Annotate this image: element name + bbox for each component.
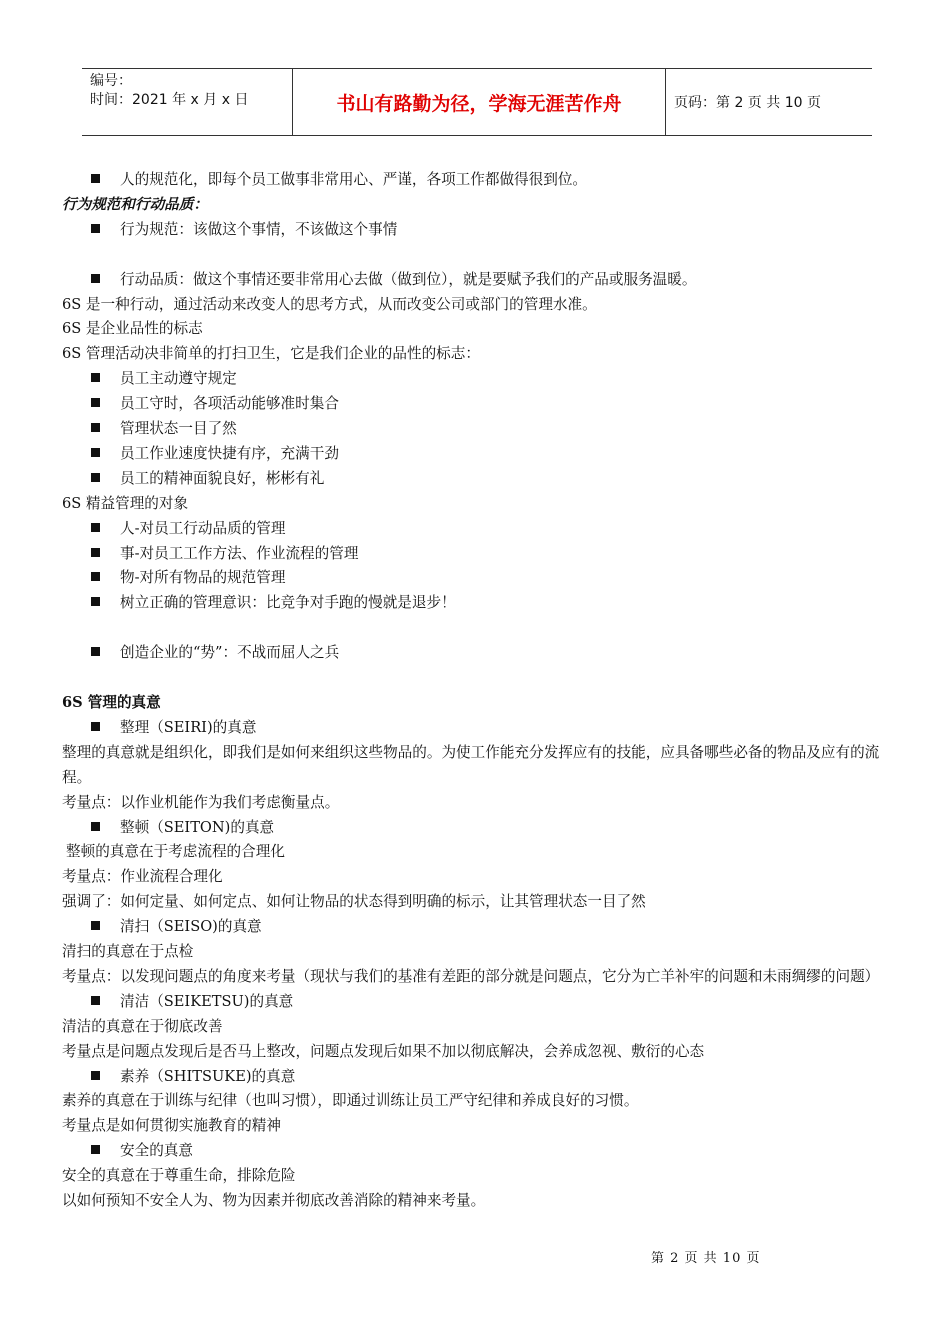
bullet-item: 整理（SEIRI)的真意 [62, 716, 892, 741]
square-bullet-icon [91, 423, 100, 432]
square-bullet-icon [91, 398, 100, 407]
paragraph: 强调了：如何定量、如何定点、如何让物品的状态得到明确的标示，让其管理状态一目了然 [62, 893, 646, 911]
bullet-item: 行为规范：该做这个事情，不该做这个事情 [62, 218, 892, 243]
bullet-item: 人-对员工行动品质的管理 [62, 517, 892, 542]
square-bullet-icon [91, 523, 100, 532]
bullet-item: 人的规范化，即每个员工做事非常用心、严谨，各项工作都做得很到位。 [62, 168, 892, 193]
paragraph: 清扫的真意在于点检 [62, 943, 194, 961]
paragraph: 6S 管理活动决非简单的打扫卫生，它是我们企业的品性的标志： [62, 345, 480, 363]
paragraph: 考量点：作业流程合理化 [62, 868, 223, 886]
bullet-item: 素养（SHITSUKE)的真意 [62, 1065, 892, 1090]
paragraph: 考量点：以发现问题点的角度来考量（现状与我们的基准有差距的部分就是问题点，它分为亡羊补牢的问题和未雨绸缪的问题） [62, 967, 880, 985]
square-bullet-icon [91, 548, 100, 557]
square-bullet-icon [91, 996, 100, 1005]
paragraph: 6S 精益管理的对象 [62, 494, 189, 512]
header-meta [82, 69, 293, 135]
section-heading: 6S 管理的真意 [62, 693, 161, 711]
square-bullet-icon [91, 921, 100, 930]
page-header [82, 68, 872, 136]
bullet-item: 管理状态一目了然 [62, 417, 892, 442]
square-bullet-icon [91, 448, 100, 457]
bullet-item: 安全的真意 [62, 1139, 892, 1164]
square-bullet-icon [91, 373, 100, 382]
bullet-item: 员工守时，各项活动能够准时集合 [62, 392, 892, 417]
bullet-item: 员工的精神面貌良好，彬彬有礼 [62, 467, 892, 492]
square-bullet-icon [91, 572, 100, 581]
paragraph: 考量点是问题点发现后是否马上整改，问题点发现后如果不加以彻底解决，会养成忽视、敷衍的心态 [62, 1042, 705, 1060]
paragraph: 安全的真意在于尊重生命，排除危险 [62, 1167, 296, 1185]
square-bullet-icon [91, 597, 100, 606]
paragraph: 考量点：以作业机能作为我们考虑衡量点。 [62, 793, 340, 811]
page-footer: 第 2 页 共 10 页 [651, 1251, 761, 1266]
section-heading: 行为规范和行动品质： [62, 195, 208, 213]
paragraph: 素养的真意在于训练与纪律（也叫习惯），即通过训练让员工严守纪律和养成良好的习惯。 [62, 1092, 639, 1110]
bullet-item: 整顿（SEITON)的真意 [62, 816, 892, 841]
square-bullet-icon [91, 1071, 100, 1080]
paragraph: 以如何预知不安全人为、物为因素并彻底改善消除的精神来考量。 [62, 1192, 486, 1210]
bullet-item: 行动品质：做这个事情还要非常用心去做（做到位），就是要赋予我们的产品或服务温暖。 [62, 268, 892, 293]
bullet-item: 清洁（SEIKETSU)的真意 [62, 990, 892, 1015]
paragraph: 清洁的真意在于彻底改善 [62, 1017, 223, 1035]
square-bullet-icon [91, 822, 100, 831]
square-bullet-icon [91, 224, 100, 233]
paragraph: 6S 是一种行动，通过活动来改变人的思考方式，从而改变公司或部门的管理水准。 [62, 295, 597, 313]
document-body [62, 168, 892, 1214]
bullet-item: 事-对员工工作方法、作业流程的管理 [62, 542, 892, 567]
square-bullet-icon [91, 174, 100, 183]
document-number-label: 编号： [90, 73, 132, 89]
header-motto: 书山有路勤为径，学海无涯苦作舟 [293, 69, 666, 135]
paragraph: 考量点是如何贯彻实施教育的精神 [62, 1117, 281, 1135]
paragraph: 整顿的真意在于考虑流程的合理化 [66, 843, 285, 861]
square-bullet-icon [91, 274, 100, 283]
bullet-item: 清扫（SEISO)的真意 [62, 915, 892, 940]
bullet-item: 员工作业速度快捷有序，充满干劲 [62, 442, 892, 467]
paragraph: 整理的真意就是组织化，即我们是如何来组织这些物品的。为使工作能充分发挥应有的技能，应具备哪些必备的物品及应有的流程。 [62, 743, 880, 786]
square-bullet-icon [91, 722, 100, 731]
paragraph: 6S 是企业品性的标志 [62, 320, 203, 338]
bullet-item: 创造企业的“势”：不战而屈人之兵 [62, 641, 892, 666]
square-bullet-icon [91, 473, 100, 482]
bullet-item: 物-对所有物品的规范管理 [62, 566, 892, 591]
bullet-item: 树立正确的管理意识：比竞争对手跑的慢就是退步！ [62, 591, 892, 616]
square-bullet-icon [91, 647, 100, 656]
document-date: 时间：2021 年 x 月 x 日 [90, 92, 249, 108]
square-bullet-icon [91, 1145, 100, 1154]
bullet-item: 员工主动遵守规定 [62, 367, 892, 392]
header-page-info: 页码：第 2 页 共 10 页 [674, 95, 821, 111]
